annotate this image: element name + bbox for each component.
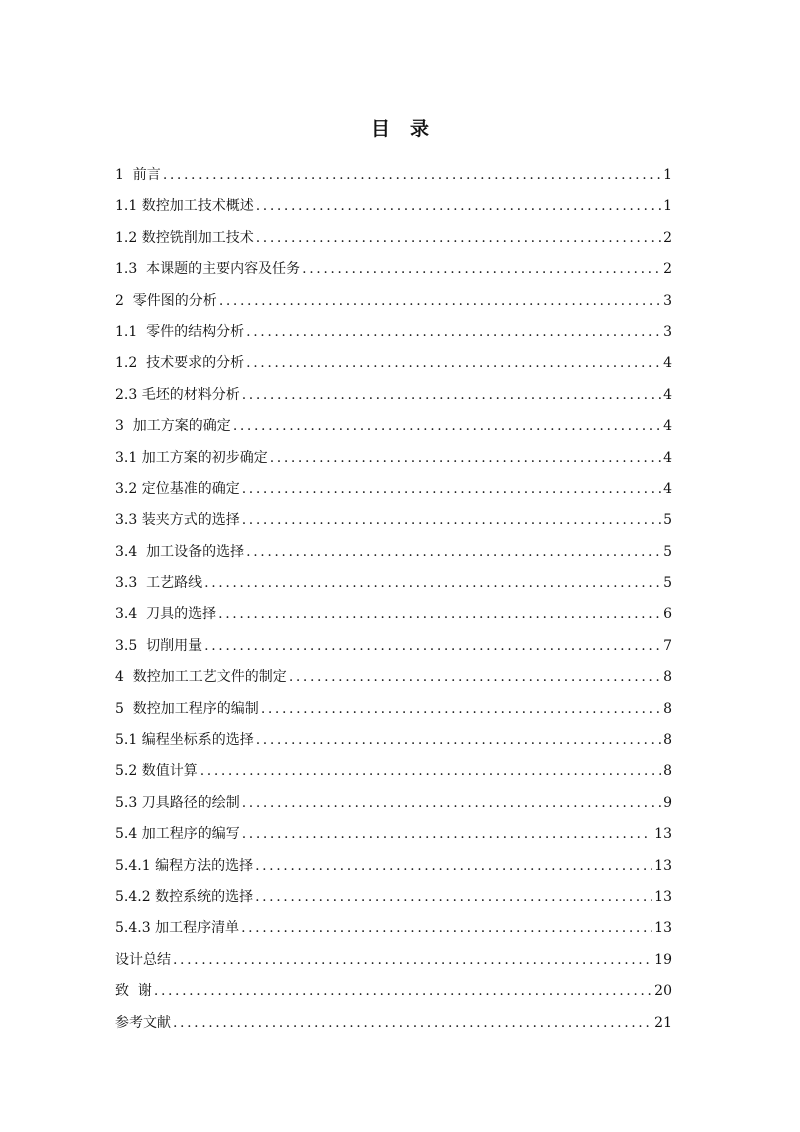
- toc-entry-page: 8: [663, 700, 672, 717]
- toc-entry-page: 5: [663, 543, 672, 560]
- toc-entry-page: 8: [663, 763, 672, 780]
- dot-leader: [204, 568, 661, 599]
- toc-entry-label: 设计总结: [115, 951, 171, 968]
- toc-entry-page: 3: [663, 323, 672, 340]
- toc-entry[interactable]: [115, 537, 672, 568]
- toc-entry-page: 4: [663, 418, 672, 435]
- toc-entry-page: 2: [663, 229, 672, 246]
- toc-entry[interactable]: [115, 443, 672, 474]
- toc-entry-page: 3: [663, 292, 672, 309]
- dot-leader: [242, 788, 661, 819]
- toc-entry-label: 参考文献: [115, 1014, 171, 1031]
- toc-entry-label: 5.2 数值计算: [115, 763, 198, 780]
- toc-entry-label: 1.1 零件的结构分析: [115, 323, 245, 340]
- toc-entry-label: 5 数控加工程序的编制: [115, 700, 259, 717]
- toc-entry-label: 5.4 加工程序的编写: [115, 826, 240, 843]
- toc-entry[interactable]: [115, 788, 672, 819]
- toc-entry-page: 4: [663, 449, 672, 466]
- toc-entry-page: 8: [663, 669, 672, 686]
- toc-entry[interactable]: [115, 160, 672, 191]
- dot-leader: [255, 851, 652, 882]
- toc-entry-page: 13: [654, 920, 672, 937]
- toc-entry-page: 5: [663, 512, 672, 529]
- toc-entry[interactable]: [115, 380, 672, 411]
- toc-entry-label: 5.4.3 加工程序清单: [115, 920, 240, 937]
- toc-entry-label: 3.2 定位基准的确定: [115, 480, 240, 497]
- toc-entry-label: 5.4.2 数控系统的选择: [115, 888, 254, 905]
- dot-leader: [242, 474, 661, 505]
- dot-leader: [173, 945, 652, 976]
- toc-entry-page: 13: [654, 888, 672, 905]
- toc-entry-label: 1.2 数控铣削加工技术: [115, 229, 254, 246]
- toc-entry[interactable]: [115, 286, 672, 317]
- dot-leader: [242, 819, 652, 850]
- toc-entry[interactable]: [115, 411, 672, 442]
- dot-leader: [302, 254, 661, 285]
- toc-entry-label: 3 加工方案的确定: [115, 418, 231, 435]
- toc-entry-label: 3.1 加工方案的初步确定: [115, 449, 268, 466]
- toc-entry[interactable]: [115, 819, 672, 850]
- dot-leader: [219, 286, 661, 317]
- dot-leader: [255, 882, 652, 913]
- dot-leader: [204, 631, 661, 662]
- toc-entry-page: 13: [654, 826, 672, 843]
- dot-leader: [242, 505, 661, 536]
- toc-entry-page: 7: [663, 637, 672, 654]
- toc-entry-label: 5.1 编程坐标系的选择: [115, 732, 254, 749]
- toc-title: 目录: [370, 118, 449, 140]
- dot-leader: [246, 317, 661, 348]
- toc-entry-label: 致 谢: [115, 983, 152, 1000]
- toc-entry-label: 5.3 刀具路径的绘制: [115, 794, 240, 811]
- dot-leader: [241, 913, 652, 944]
- toc-entry-page: 19: [654, 951, 672, 968]
- toc-entry-page: 4: [663, 480, 672, 497]
- toc-entry[interactable]: [115, 945, 672, 976]
- toc-entry-page: 6: [663, 606, 672, 623]
- toc-entry-label: 3.5 切削用量: [115, 637, 203, 654]
- toc-entry-label: 1 前言: [115, 167, 161, 183]
- toc-entry-label: 2 零件图的分析: [115, 292, 217, 309]
- toc-entry-label: 1.2 技术要求的分析: [115, 355, 245, 372]
- toc-entry-label: 1.3 本课题的主要内容及任务: [115, 261, 301, 278]
- toc-entry[interactable]: [115, 254, 672, 285]
- dot-leader: [200, 756, 661, 787]
- toc-entry[interactable]: [115, 725, 672, 756]
- toc-entry-page: 21: [654, 1014, 672, 1031]
- toc-entry-label: 3.3 工艺路线: [115, 575, 203, 592]
- toc-entry-page: 1: [663, 167, 672, 183]
- toc-entry[interactable]: [115, 662, 672, 693]
- toc-entry-label: 3.3 装夹方式的选择: [115, 512, 240, 529]
- toc-entry[interactable]: [115, 631, 672, 662]
- toc-entry[interactable]: [115, 976, 672, 1007]
- dot-leader: [256, 223, 661, 254]
- toc-entry[interactable]: [115, 694, 672, 725]
- toc-entry[interactable]: [115, 348, 672, 379]
- toc-entry-label: 1.1 数控加工技术概述: [115, 198, 254, 215]
- toc-entry[interactable]: [115, 505, 672, 536]
- toc-entry[interactable]: [115, 913, 672, 944]
- dot-leader: [242, 380, 661, 411]
- table-of-contents: [115, 160, 672, 1039]
- toc-entry[interactable]: [115, 882, 672, 913]
- dot-leader: [233, 411, 661, 442]
- toc-entry-page: 13: [654, 857, 672, 874]
- toc-entry[interactable]: [115, 599, 672, 630]
- dot-leader: [270, 443, 661, 474]
- toc-entry-page: 4: [663, 355, 672, 372]
- dot-leader: [173, 1008, 652, 1039]
- toc-entry-page: 9: [663, 794, 672, 811]
- dot-leader: [261, 694, 661, 725]
- toc-entry-label: 5.4.1 编程方法的选择: [115, 857, 254, 874]
- toc-entry[interactable]: [115, 191, 672, 222]
- dot-leader: [218, 599, 661, 630]
- toc-entry[interactable]: [115, 851, 672, 882]
- toc-entry-label: 3.4 刀具的选择: [115, 606, 217, 623]
- toc-entry[interactable]: [115, 756, 672, 787]
- toc-entry-page: 8: [663, 732, 672, 749]
- toc-entry-page: 1: [663, 198, 672, 215]
- toc-entry[interactable]: [115, 1008, 672, 1039]
- toc-entry-label: 3.4 加工设备的选择: [115, 543, 245, 560]
- toc-entry[interactable]: [115, 568, 672, 599]
- toc-entry[interactable]: [115, 223, 672, 254]
- toc-entry-page: 20: [654, 983, 672, 1000]
- toc-entry-page: 4: [663, 386, 672, 403]
- dot-leader: [246, 348, 661, 379]
- toc-entry[interactable]: [115, 317, 672, 348]
- toc-entry[interactable]: [115, 474, 672, 505]
- dot-leader: [289, 662, 661, 693]
- toc-entry-page: 2: [663, 261, 672, 278]
- dot-leader: [163, 160, 661, 191]
- dot-leader: [246, 537, 661, 568]
- toc-entry-page: 5: [663, 575, 672, 592]
- dot-leader: [256, 725, 661, 756]
- dot-leader: [154, 976, 652, 1007]
- dot-leader: [256, 191, 661, 222]
- toc-entry-label: 2.3 毛坯的材料分析: [115, 386, 240, 403]
- toc-entry-label: 4 数控加工工艺文件的制定: [115, 669, 287, 686]
